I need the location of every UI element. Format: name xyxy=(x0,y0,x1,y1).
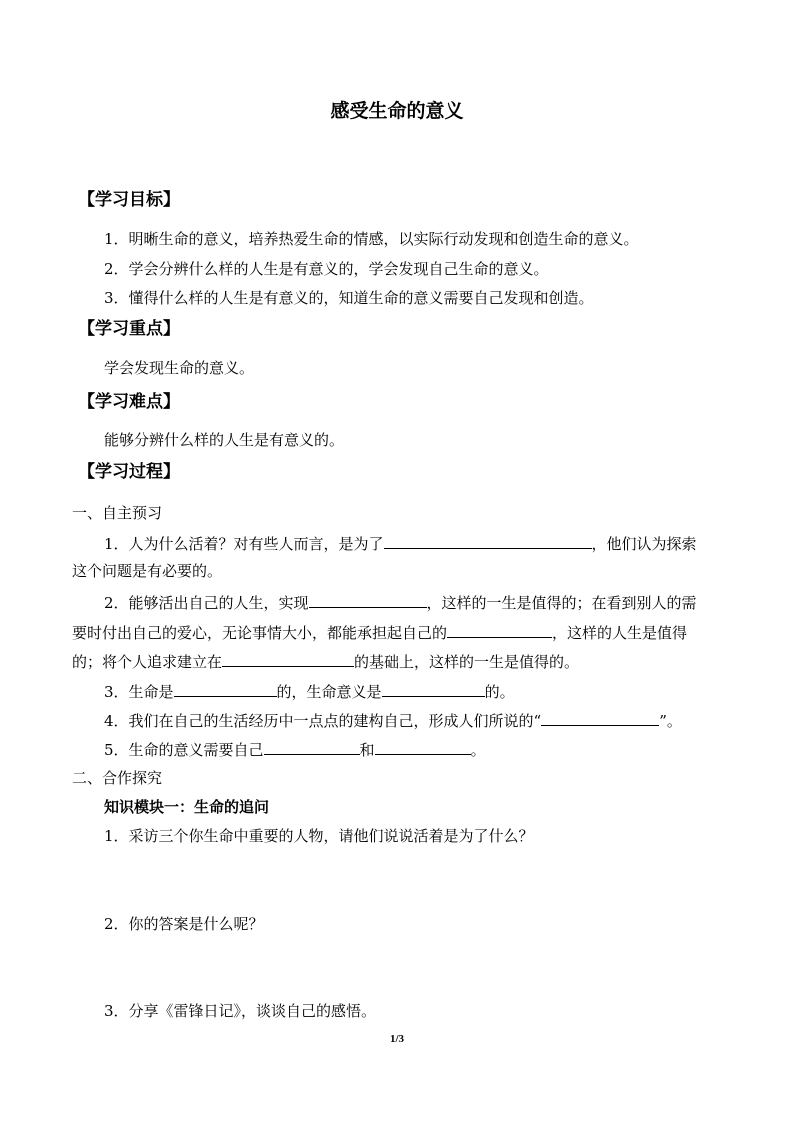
preview-q5 xyxy=(104,738,486,760)
page-title: 感受生命的意义 xyxy=(330,100,464,122)
q4-text-b: ”。 xyxy=(659,712,682,730)
goals-heading: 【学习目标】 xyxy=(78,190,180,210)
process-heading: 【学习过程】 xyxy=(78,462,180,482)
answer-blank[interactable] xyxy=(382,680,485,697)
goal-item: 2．学会分辨什么样的人生是有意义的，学会发现自己生命的意义。 xyxy=(104,260,549,278)
module-heading: 知识模块一：生命的追问 xyxy=(104,798,270,816)
preview-q2-line1 xyxy=(104,591,697,613)
q2-text-e: 的；将个人追求建立在 xyxy=(72,653,223,671)
q2-text-d: ，这样的人生是值得 xyxy=(552,624,688,642)
answer-blank[interactable] xyxy=(309,591,427,608)
answer-blank[interactable] xyxy=(447,621,552,638)
q5-text-c: 。 xyxy=(470,741,486,759)
q2-text-f: 的基础上，这样的一生是值得的。 xyxy=(354,653,580,671)
answer-blank[interactable] xyxy=(222,650,354,667)
answer-blank[interactable] xyxy=(375,738,471,755)
preview-q4 xyxy=(104,709,682,731)
goal-item: 1．明晰生命的意义，培养热爱生命的情感，以实际行动发现和创造生命的意义。 xyxy=(104,230,639,248)
preview-q3 xyxy=(104,680,515,702)
answer-blank[interactable] xyxy=(384,532,592,549)
explore-heading: 二、合作探究 xyxy=(72,769,163,787)
q1-text-c: 这个问题是有必要的。 xyxy=(72,562,223,580)
answer-blank[interactable] xyxy=(174,680,277,697)
q5-text-b: 和 xyxy=(359,741,375,759)
q4-text-a: 4．我们在自己的生活经历中一点点的建构自己，形成人们所说的“ xyxy=(104,712,542,730)
difficulty-heading: 【学习难点】 xyxy=(78,392,180,412)
difficulty-text: 能够分辨什么样的人生是有意义的。 xyxy=(104,431,345,449)
preview-heading: 一、自主预习 xyxy=(72,504,163,522)
q1-text-b: ，他们认为探索 xyxy=(591,535,697,553)
explore-item: 3．分享《雷锋日记》，谈谈自己的感悟。 xyxy=(104,1002,377,1020)
explore-item: 1．采访三个你生命中重要的人物，请他们说说活着是为了什么？ xyxy=(104,827,534,845)
focus-heading: 【学习重点】 xyxy=(78,319,180,339)
q3-text-a: 3．生命是 xyxy=(104,683,174,701)
q3-text-c: 的。 xyxy=(484,683,515,701)
q2-text-c: 要时付出自己的爱心，无论事情大小，都能承担起自己的 xyxy=(72,624,448,642)
answer-blank[interactable] xyxy=(264,738,360,755)
preview-q1-line1 xyxy=(104,532,697,554)
focus-text: 学会发现生命的意义。 xyxy=(104,359,255,377)
q2-text-b: ，这样的一生是值得的；在看到别人的需 xyxy=(426,594,697,612)
explore-item: 2．你的答案是什么呢？ xyxy=(104,915,264,933)
q5-text-a: 5．生命的意义需要自己 xyxy=(104,741,264,759)
q1-text-a: 1．人为什么活着？对有些人而言，是为了 xyxy=(104,535,384,553)
preview-q2-line2 xyxy=(72,621,687,643)
goal-item: 3．懂得什么样的人生是有意义的，知道生命的意义需要自己发现和创造。 xyxy=(104,289,594,307)
q2-text-a: 2．能够活出自己的人生，实现 xyxy=(104,594,309,612)
preview-q2-line3 xyxy=(72,650,579,672)
answer-blank[interactable] xyxy=(541,709,659,726)
q3-text-b: 的，生命意义是 xyxy=(276,683,382,701)
page-number: 1/3 xyxy=(389,1033,405,1045)
